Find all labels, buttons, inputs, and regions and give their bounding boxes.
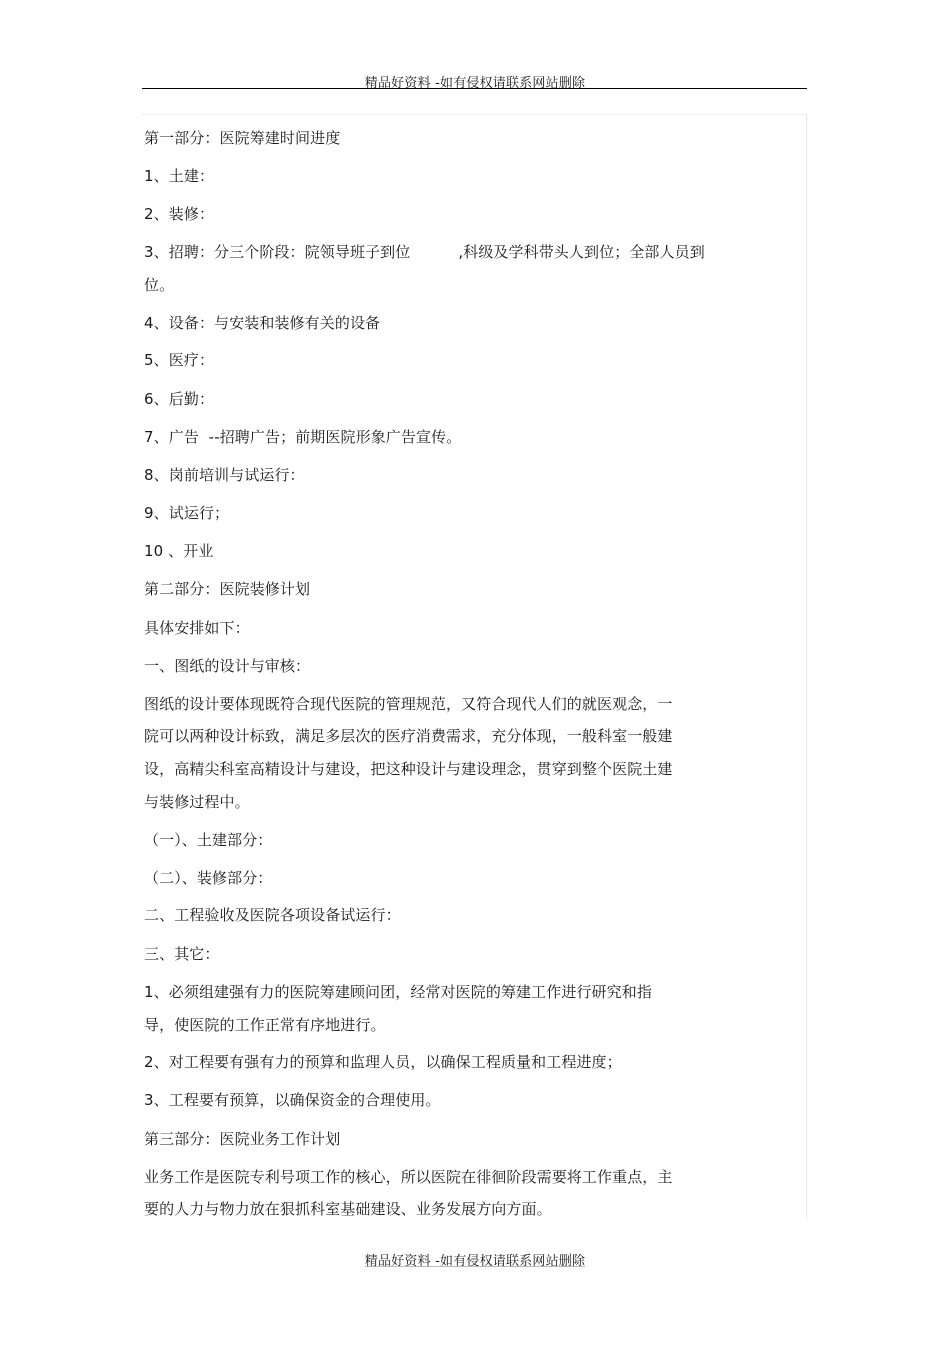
section-heading-2: 第二部分：医院装修计划 xyxy=(144,580,311,598)
list-item: 3、工程要有预算，以确保资金的合理使用。 xyxy=(144,1091,441,1109)
subsection-heading: 三、其它： xyxy=(144,945,220,963)
sub-item: （二）、装修部分： xyxy=(144,869,273,887)
header-text: 精品好资料 -如有侵权请联系网站删除 xyxy=(364,76,586,91)
recruitment-text-a: 3、招聘：分三个阶段：院领导班子到位 xyxy=(144,243,411,261)
list-item-continuation: 位。 xyxy=(144,276,175,294)
page-footer xyxy=(0,1250,950,1269)
list-item: 8、岗前培训与试运行： xyxy=(144,466,305,484)
list-item: 9、试运行； xyxy=(144,504,230,522)
paragraph-line: 1、必须组建强有力的医院筹建顾问团，经常对医院的筹建工作进行研究和指 xyxy=(144,983,652,1001)
paragraph-text: 具体安排如下： xyxy=(144,619,250,637)
list-item: 2、对工程要有强有力的预算和监理人员，以确保工程质量和工程进度； xyxy=(144,1053,622,1071)
paragraph-line: 图纸的设计要体现既符合现代医院的管理规范，又符合现代人们的就医观念，一 xyxy=(144,695,673,713)
section-heading-3: 第三部分：医院业务工作计划 xyxy=(144,1130,341,1148)
list-item: 1、土建： xyxy=(144,167,215,185)
paragraph-line: 导，使医院的工作正常有序地进行。 xyxy=(144,1016,386,1034)
subsection-heading: 二、工程验收及医院各项设备试运行： xyxy=(144,906,401,924)
paragraph-line: 要的人力与物力放在狠抓科室基础建设、业务发展方向方面。 xyxy=(144,1200,552,1218)
list-item: 2、装修： xyxy=(144,205,215,223)
list-item: 4、设备：与安装和装修有关的设备 xyxy=(144,314,381,332)
sub-item: （一）、土建部分： xyxy=(144,831,273,849)
footer-text: 精品好资料 -如有侵权请联系网站删除 xyxy=(364,1254,586,1269)
paragraph-line: 设，高精尖科室高精设计与建设，把这种设计与建设理念，贯穿到整个医院土建 xyxy=(144,760,673,778)
paragraph-line: 院可以两种设计标致，满足多层次的医疗消费需求，充分体现，一般科室一般建 xyxy=(144,727,673,745)
section-heading-1: 第一部分：医院筹建时间进度 xyxy=(144,129,341,147)
list-item: 6、后勤： xyxy=(144,390,215,408)
list-item: 10 、开业 xyxy=(144,542,214,560)
subsection-heading: 一、图纸的设计与审核： xyxy=(144,657,311,675)
paragraph-line: 与装修过程中。 xyxy=(144,793,250,811)
list-item-recruitment xyxy=(144,242,705,262)
list-item: 7、广告 --招聘广告；前期医院形象广告宣传。 xyxy=(144,428,462,446)
recruitment-text-b: ,科级及学科带头人到位；全部人员到 xyxy=(458,243,705,261)
header-rule xyxy=(142,88,807,89)
paragraph-line: 业务工作是医院专利号项工作的核心，所以医院在徘徊阶段需要将工作重点，主 xyxy=(144,1168,673,1186)
list-item: 5、医疗： xyxy=(144,351,215,369)
